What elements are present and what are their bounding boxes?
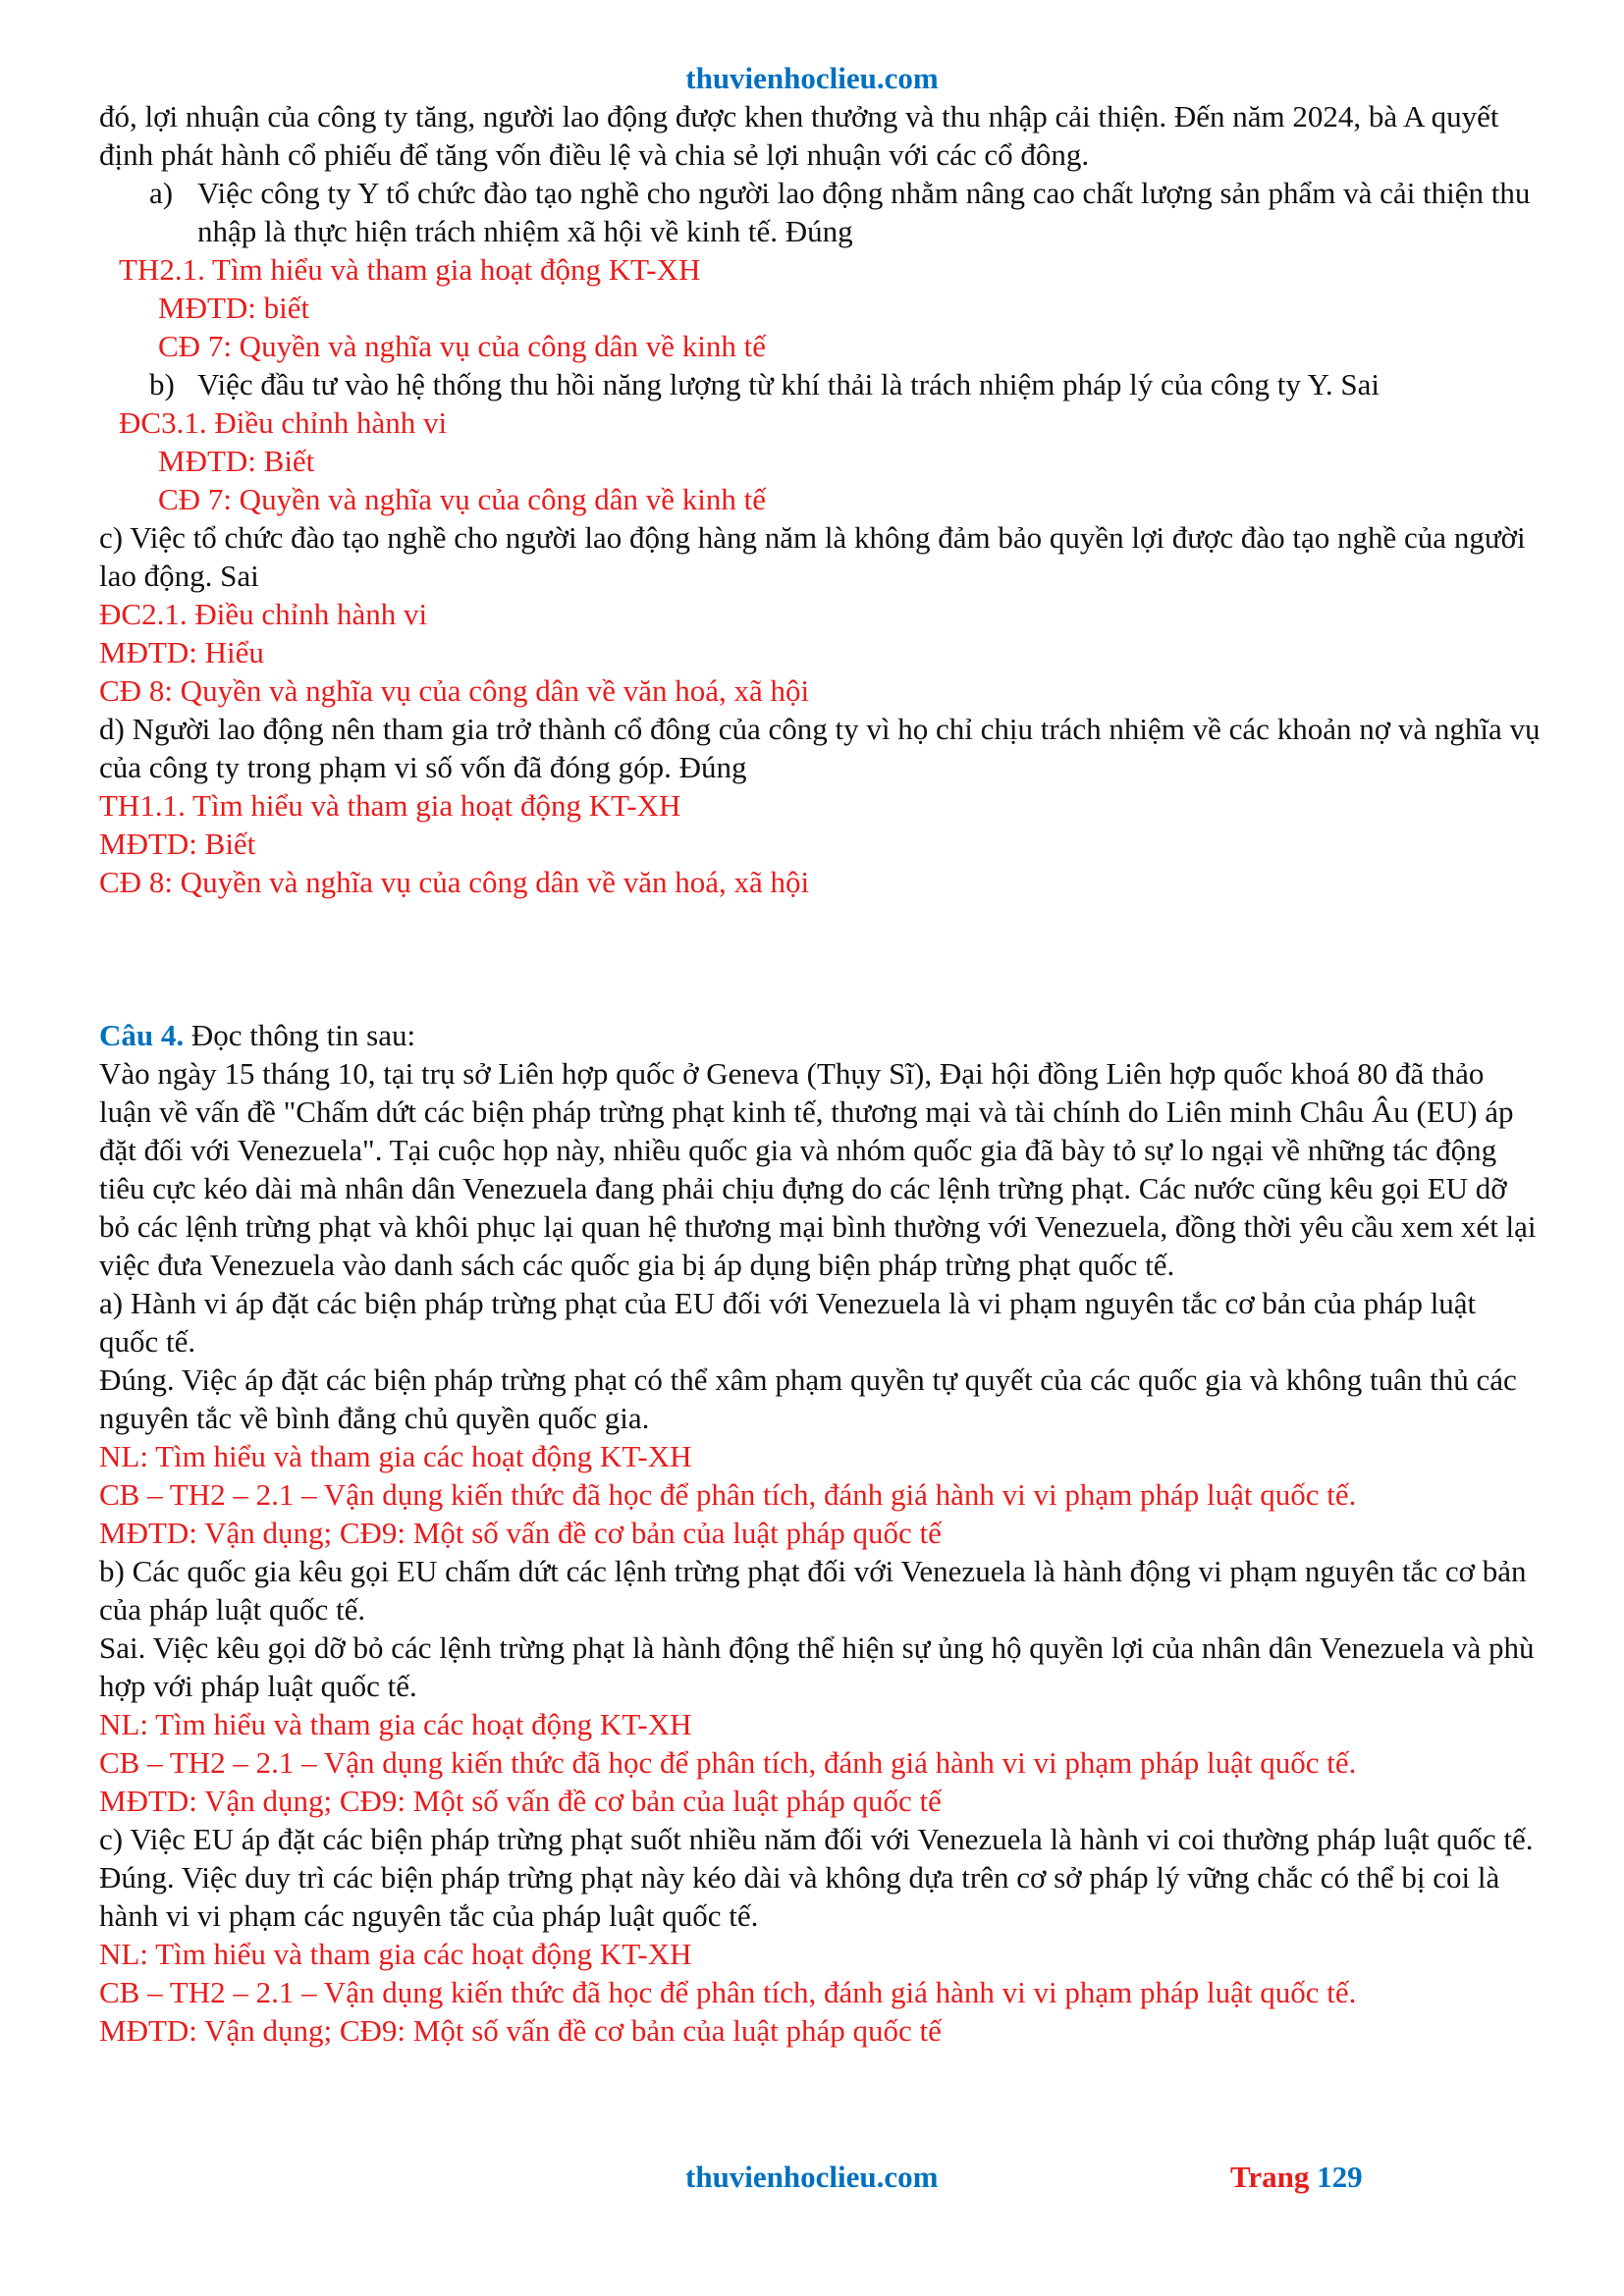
footer-site-name: thuvienhoclieu.com (685, 2160, 939, 2194)
note-competency: ĐC2.1. Điều chỉnh hành vi (99, 597, 428, 631)
question-4-heading (99, 1016, 1543, 1054)
list-item-text: Việc công ty Y tổ chức đào tạo nghề cho người lao động nhằm nâng cao chất lượng sản phẩm và cải thiện thu nhập là thực hiện trách nhiệm xã hội về kinh tế. Đúng (197, 176, 1531, 248)
page-content (99, 97, 1543, 2050)
note-level: MĐTD: biết (158, 291, 310, 325)
list-item-b (99, 365, 1543, 403)
note-criterion: CB – TH2 – 2.1 – Vận dụng kiến thức đã học để phân tích, đánh giá hành vi vi phạm pháp luật quốc tế. (99, 1745, 1357, 1780)
header-site-name: thuvienhoclieu.com (685, 61, 939, 95)
note-competency: NL: Tìm hiểu và tham gia các hoạt động KT-XH (99, 1937, 692, 1971)
list-marker: a) (149, 176, 174, 210)
section-spacer (99, 901, 1543, 1016)
answer-c: Đúng. Việc duy trì các biện pháp trừng phạt này kéo dài và không dựa trên cơ sở pháp lý vững chắc có thể bị coi là hành vi vi phạm các nguyên tắc của pháp luật quốc tế. (99, 1860, 1500, 1933)
note-topic: CĐ 7: Quyền và nghĩa vụ của công dân về kinh tế (158, 329, 766, 363)
page-number-label (1230, 2158, 1363, 2196)
answer-b: Sai. Việc kêu gọi dỡ bỏ các lệnh trừng phạt là hành động thể hiện sự ủng hộ quyền lợi của nhân dân Venezuela và phù hợp với pháp luật quốc tế. (99, 1630, 1535, 1703)
list-item-text: Việc đầu tư vào hệ thống thu hồi năng lượng từ khí thải là trách nhiệm pháp lý của công ty Y. Sai (197, 367, 1380, 401)
note-topic: CĐ 7: Quyền và nghĩa vụ của công dân về kinh tế (158, 482, 766, 516)
note-level: MĐTD: Biết (99, 827, 256, 861)
statement-c: c) Việc EU áp đặt các biện pháp trừng phạt suốt nhiều năm đối với Venezuela là hành vi coi thường pháp luật quốc tế. (99, 1822, 1534, 1856)
statement-d: d) Người lao động nên tham gia trở thành cổ đông của công ty vì họ chỉ chịu trách nhiệm về các khoản nợ và nghĩa vụ của công ty trong phạm vi số vốn đã đóng góp. Đúng (99, 712, 1541, 784)
statement-c: c) Việc tổ chức đào tạo nghề cho người lao động hàng năm là không đảm bảo quyền lợi được đào tạo nghề của người lao động. Sai (99, 520, 1526, 593)
page-footer (0, 2158, 1624, 2196)
note-criterion: CB – TH2 – 2.1 – Vận dụng kiến thức đã học để phân tích, đánh giá hành vi vi phạm pháp luật quốc tế. (99, 1477, 1357, 1512)
note-competency: NL: Tìm hiểu và tham gia các hoạt động KT-XH (99, 1707, 692, 1741)
note-competency: TH2.1. Tìm hiểu và tham gia hoạt động KT-XH (119, 252, 701, 287)
question-label: Câu 4. (99, 1018, 185, 1052)
note-criterion: CB – TH2 – 2.1 – Vận dụng kiến thức đã học để phân tích, đánh giá hành vi vi phạm pháp luật quốc tế. (99, 1975, 1357, 2009)
paragraph-intro-continued: đó, lợi nhuận của công ty tăng, người lao động được khen thưởng và thu nhập cải thiện. Đến năm 2024, bà A quyết định phát hành cổ phiếu để tăng vốn điều lệ và chia sẻ lợi nhuận với các cổ đông. (99, 99, 1499, 172)
note-level: MĐTD: Biết (158, 444, 315, 478)
page-number: 129 (1317, 2160, 1363, 2194)
note-level: MĐTD: Hiểu (99, 635, 264, 669)
note-topic: CĐ 8: Quyền và nghĩa vụ của công dân về văn hoá, xã hội (99, 865, 810, 899)
note-competency: TH1.1. Tìm hiểu và tham gia hoạt động KT-XH (99, 788, 681, 823)
note-level-topic: MĐTD: Vận dụng; CĐ9: Một số vấn đề cơ bản của luật pháp quốc tế (99, 1784, 942, 1818)
note-level-topic: MĐTD: Vận dụng; CĐ9: Một số vấn đề cơ bản của luật pháp quốc tế (99, 1516, 942, 1550)
question-4-passage: Vào ngày 15 tháng 10, tại trụ sở Liên hợp quốc ở Geneva (Thụy Sĩ), Đại hội đồng Liên hợp quốc khoá 80 đã thảo luận về vấn đề "Chấm dứt các biện pháp trừng phạt kinh tế, thương mại và tài chính do Liên minh Châu Âu (EU) áp đặt đối với Venezuela". Tại cuộc họp này, nhiều quốc gia và nhóm quốc gia đã bày tỏ sự lo ngại về những tác động tiêu cực kéo dài mà nhân dân Venezuela đang phải chịu đựng do các lệnh trừng phạt. Các nước cũng kêu gọi EU dỡ bỏ các lệnh trừng phạt và khôi phục lại quan hệ thương mại bình thường với Venezuela, đồng thời yêu cầu xem xét lại việc đưa Venezuela vào danh sách các quốc gia bị áp dụng biện pháp trừng phạt quốc tế. (99, 1056, 1537, 1282)
note-level-topic: MĐTD: Vận dụng; CĐ9: Một số vấn đề cơ bản của luật pháp quốc tế (99, 2013, 942, 2048)
note-topic: CĐ 8: Quyền và nghĩa vụ của công dân về văn hoá, xã hội (99, 673, 810, 708)
note-competency: NL: Tìm hiểu và tham gia các hoạt động KT-XH (99, 1439, 692, 1473)
list-marker: b) (149, 367, 175, 401)
answer-a: Đúng. Việc áp đặt các biện pháp trừng phạt có thể xâm phạm quyền tự quyết của các quốc gia và không tuân thủ các nguyên tắc về bình đẳng chủ quyền quốc gia. (99, 1362, 1517, 1435)
question-prompt: Đọc thông tin sau: (184, 1018, 416, 1052)
list-item-a (99, 174, 1543, 250)
statement-b: b) Các quốc gia kêu gọi EU chấm dứt các lệnh trừng phạt đối với Venezuela là hành động vi phạm nguyên tắc cơ bản của pháp luật quốc tế. (99, 1554, 1527, 1627)
page-label: Trang (1230, 2160, 1310, 2194)
note-competency: ĐC3.1. Điều chỉnh hành vi (119, 405, 448, 440)
statement-a: a) Hành vi áp đặt các biện pháp trừng phạt của EU đối với Venezuela là vi phạm nguyên tắc cơ bản của pháp luật quốc tế. (99, 1286, 1477, 1359)
